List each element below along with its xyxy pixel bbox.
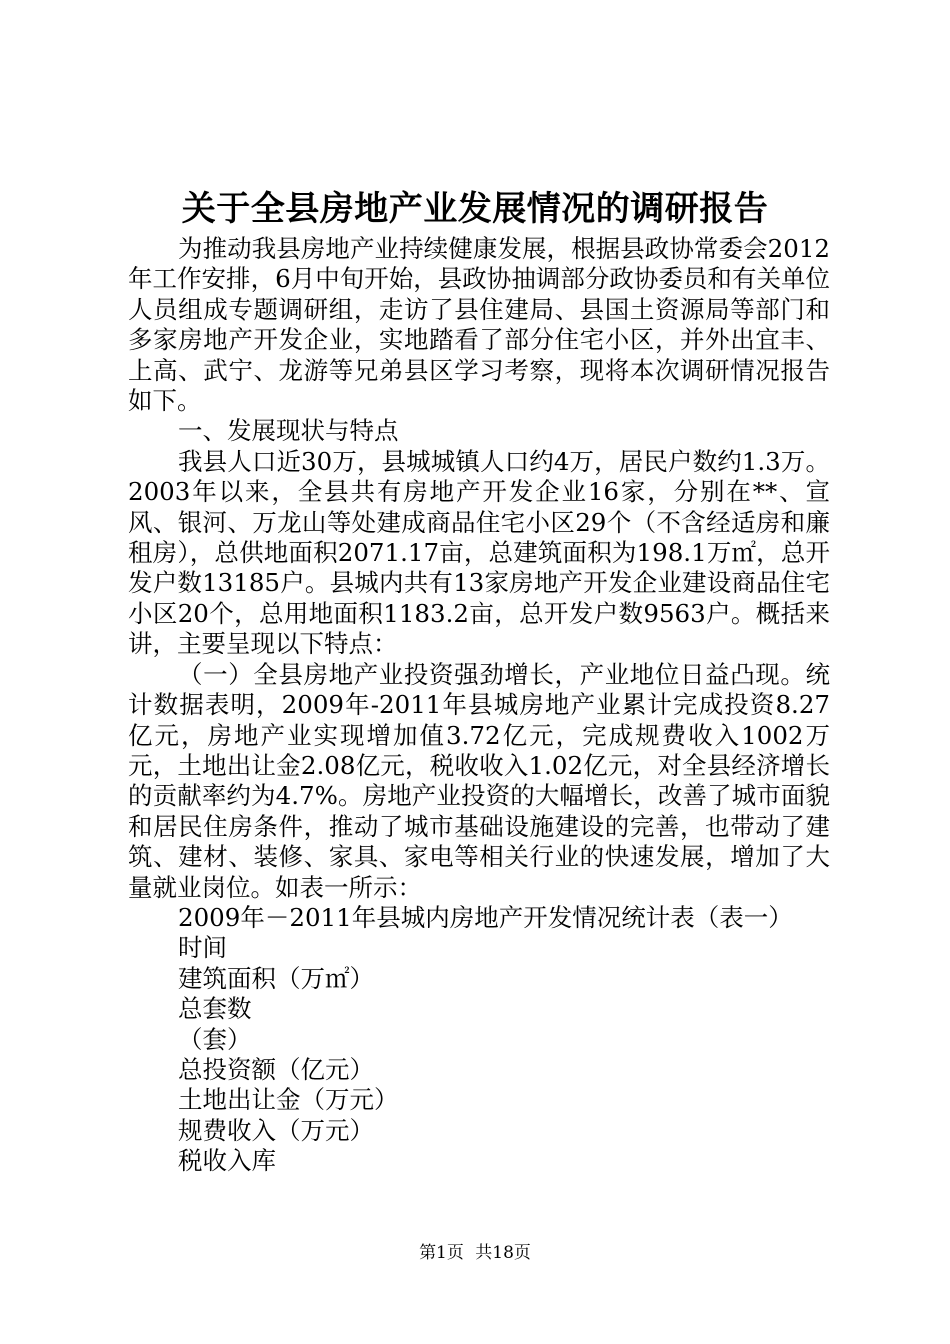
document-body	[128, 234, 830, 1177]
table-header-units-unit: （套）	[178, 1024, 252, 1054]
table-header-land-fee: 土地出让金（万元）	[178, 1085, 399, 1115]
investment-paragraph: （一）全县房地产业投资强劲增长，产业地位日益凸现。统计数据表明，2009年-2011年县城房地产业累计完成投资8.27亿元，房地产业实现增加值3.72亿元，完成规费收入1002万元，土地出让金2.08亿元，税收收入1.02亿元，对全县经济增长的贡献率约为4.7%。房地产业投资的大幅增长，改善了城市面貌和居民住房条件，推动了城市基础设施建设的完善，也带动了建筑、建材、装修、家具、家电等相关行业的快速发展，增加了大量就业岗位。如表一所示：	[128, 659, 830, 902]
table-header-fees: 规费收入（万元）	[178, 1115, 374, 1145]
table-header-investment: 总投资额（亿元）	[178, 1054, 374, 1084]
page-footer	[0, 1241, 950, 1265]
table-header-area: 建筑面积（万㎡）	[178, 963, 374, 993]
status-paragraph: 我县人口近30万，县城城镇人口约4万，居民户数约1.3万。2003年以来，全县共有房地产开发企业16家，分别在**、宣风、银河、万龙山等处建成商品住宅小区29个（不含经适房和廉租房），总供地面积2071.17亩，总建筑面积为198.1万㎡，总开发户数13185户。县城内共有13家房地产开发企业建设商品住宅小区20个，总用地面积1183.2亩，总开发户数9563户。概括来讲，主要呈现以下特点：	[128, 446, 830, 659]
table-header-time: 时间	[178, 933, 227, 963]
document-title: 关于全县房地产业发展情况的调研报告	[181, 189, 769, 229]
page-total: 共18页	[475, 1243, 531, 1263]
page-number: 第1页	[419, 1243, 464, 1263]
table-header-units: 总套数	[178, 994, 252, 1024]
table-header-tax: 税收入库	[178, 1146, 276, 1176]
table-caption: 2009年－2011年县城内房地产开发情况统计表（表一）	[178, 902, 793, 932]
intro-paragraph: 为推动我县房地产业持续健康发展，根据县政协常委会2012年工作安排，6月中旬开始，县政协抽调部分政协委员和有关单位人员组成专题调研组，走访了县住建局、县国土资源局等部门和多家房地产开发企业，实地踏看了部分住宅小区，并外出宜丰、上高、武宁、龙游等兄弟县区学习考察，现将本次调研情况报告如下。	[128, 234, 830, 416]
section-heading: 一、发展现状与特点	[178, 416, 399, 446]
